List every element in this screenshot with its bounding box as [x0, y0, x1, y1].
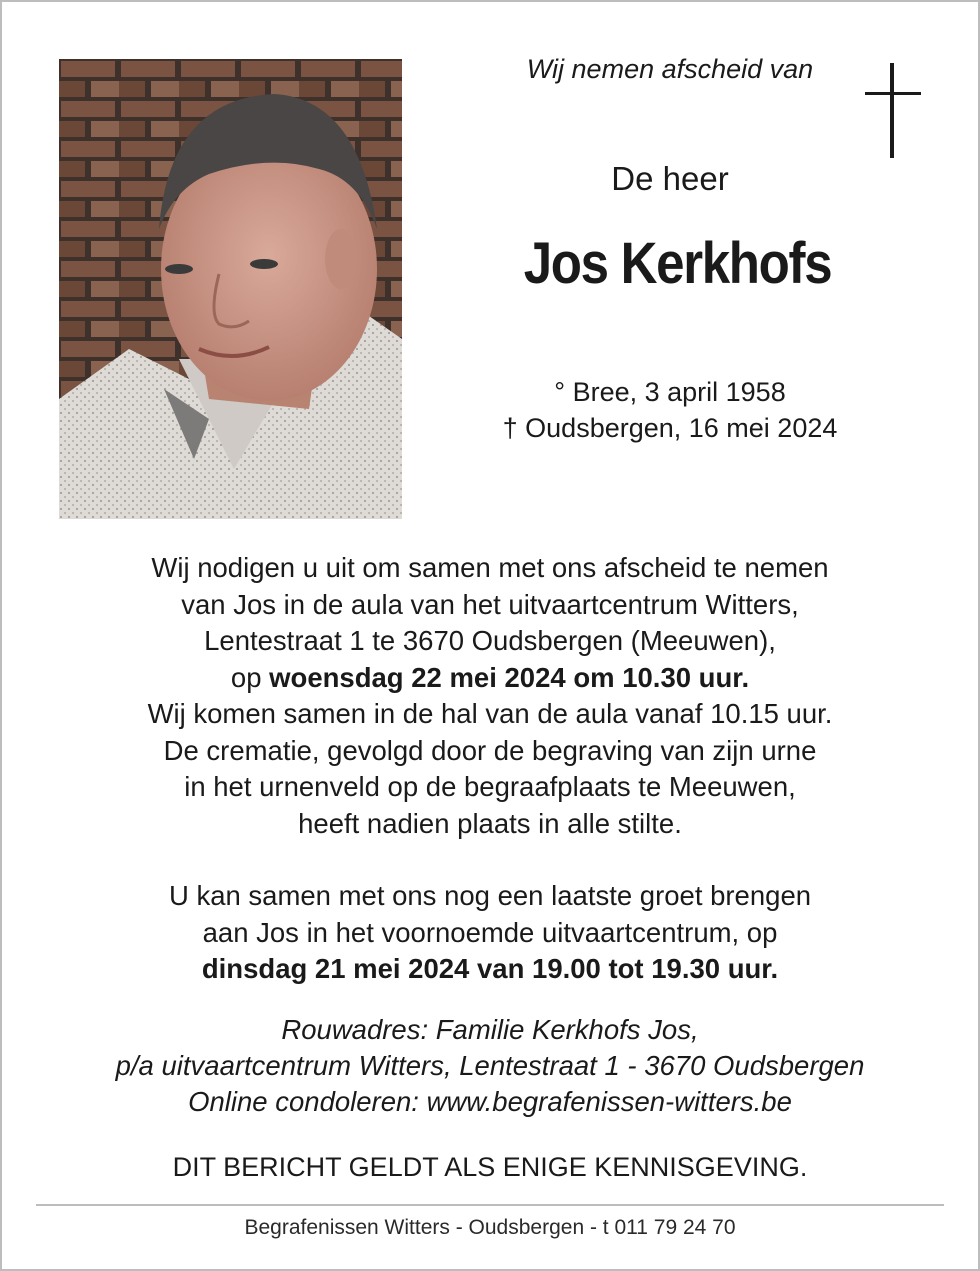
invitation-line: De crematie, gevolgd door de begraving van zijn urne: [163, 734, 817, 766]
viewing-line: aan Jos in het voornoemde uitvaartcentrum, op: [202, 916, 778, 948]
dagger-icon: †: [502, 413, 518, 443]
viewing-datetime: dinsdag 21 mei 2024 van 19.00 tot 19.30 uur.: [201, 953, 779, 984]
life-dates: [440, 374, 900, 446]
invitation-line: Lentestraat 1 te 3670 Oudsbergen (Meeuwen),: [204, 625, 776, 656]
title-prefix: De heer: [611, 160, 729, 197]
invitation-line: heeft nadien plaats in alle stilte.: [298, 807, 682, 839]
address-line: Rouwadres: Familie Kerkhofs Jos,: [281, 1014, 699, 1045]
invitation-line: in het urnenveld op de begraafplaats te Meeuwen,: [184, 771, 796, 802]
death-text: Oudsbergen, 16 mei 2024: [525, 413, 838, 443]
invitation-line: Wij komen samen in de hal van de aula vanaf 10.15 uur.: [147, 698, 833, 729]
condolence-link[interactable]: Online condoleren: www.begrafenissen-witters.be: [188, 1086, 792, 1117]
invitation-line: [40, 660, 940, 697]
sole-notice: DIT BERICHT GELDT ALS ENIGE KENNISGEVING.: [172, 1152, 808, 1182]
invitation-line: van Jos in de aula van het uitvaartcentrum Witters,: [181, 588, 799, 620]
viewing-line: [40, 951, 940, 988]
death-line: [440, 410, 900, 446]
portrait-illustration: [59, 59, 402, 519]
ceremony-prefix: op: [230, 661, 270, 693]
address-line: p/a uitvaartcentrum Witters, Lentestraat 1 - 3670 Oudsbergen: [115, 1050, 865, 1081]
funeral-home-footer: Begrafenissen Witters - Oudsbergen - t 011 79 24 70: [244, 1216, 736, 1239]
birth-line: ° Bree, 3 april 1958: [554, 377, 786, 407]
mourning-address: [30, 1012, 950, 1120]
ceremony-datetime: woensdag 22 mei 2024 om 10.30 uur.: [269, 661, 750, 693]
announcement-body: [40, 550, 940, 988]
viewing-line: U kan samen met ons nog een laatste groet brengen: [168, 880, 812, 911]
intro-text: Wij nemen afscheid van: [526, 54, 814, 84]
footer-divider: [36, 1204, 944, 1206]
portrait-photo: [59, 59, 402, 519]
deceased-name: Jos Kerkhofs: [523, 231, 832, 296]
invitation-line: Wij nodigen u uit om samen met ons afscheid te nemen: [151, 552, 829, 583]
